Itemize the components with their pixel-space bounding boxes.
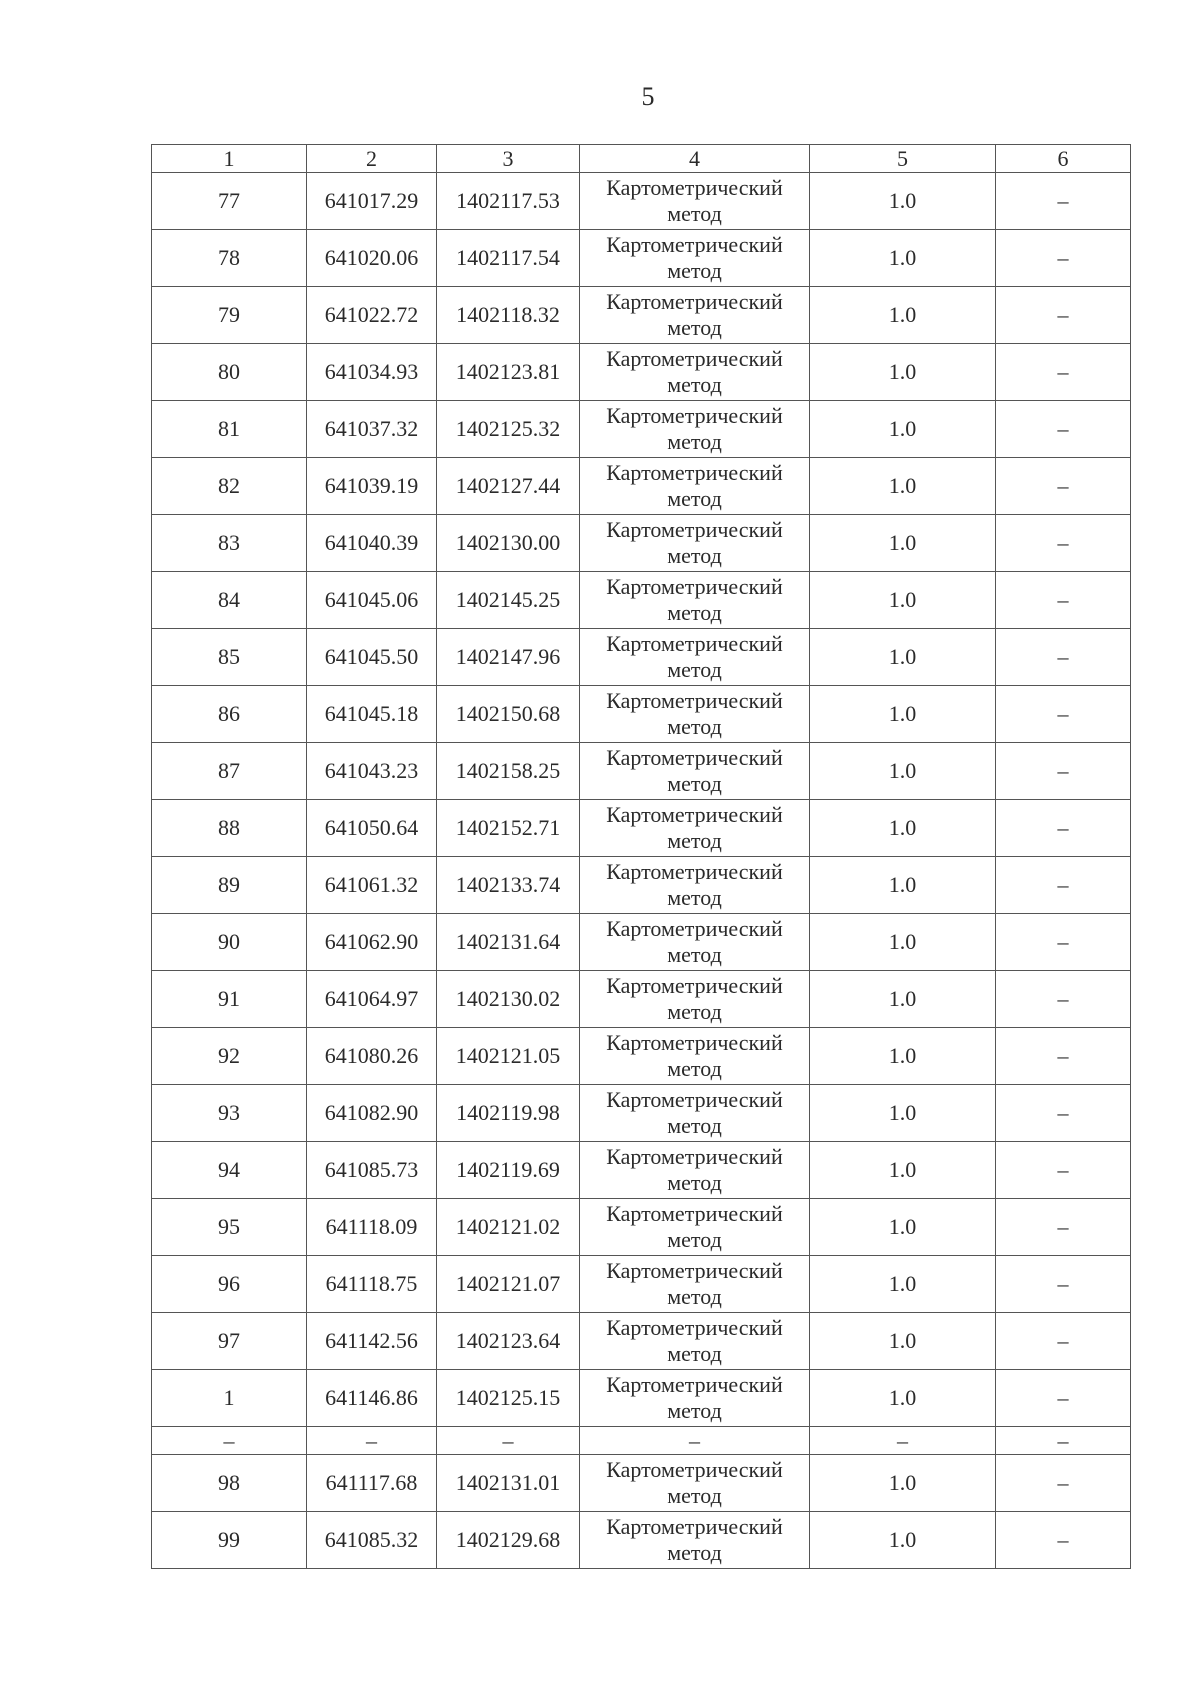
separator-row: [152, 1427, 1131, 1455]
method-line: Картометрический: [606, 1144, 783, 1169]
table-row: [152, 800, 1131, 857]
note-cell: –: [996, 458, 1131, 515]
y-coordinate-cell: 1402130.00: [437, 515, 580, 572]
note-cell: –: [996, 401, 1131, 458]
method-line: Картометрический: [606, 460, 783, 485]
method-cell: [580, 914, 810, 971]
coordinates-table: [151, 144, 1131, 1569]
note-cell: –: [996, 173, 1131, 230]
y-coordinate-cell: 1402152.71: [437, 800, 580, 857]
y-coordinate-cell: 1402125.32: [437, 401, 580, 458]
accuracy-cell: 1.0: [810, 401, 996, 458]
method-line: Картометрический: [606, 175, 783, 200]
accuracy-cell: 1.0: [810, 686, 996, 743]
method-line: метод: [667, 828, 722, 853]
x-coordinate-cell: 641050.64: [307, 800, 437, 857]
method-cell: [580, 173, 810, 230]
accuracy-cell: 1.0: [810, 1028, 996, 1085]
y-coordinate-cell: 1402118.32: [437, 287, 580, 344]
y-coordinate-cell: 1402121.02: [437, 1199, 580, 1256]
note-cell: –: [996, 572, 1131, 629]
accuracy-cell: 1.0: [810, 1370, 996, 1427]
method-cell: [580, 1085, 810, 1142]
accuracy-cell: 1.0: [810, 1085, 996, 1142]
method-line: Картометрический: [606, 1372, 783, 1397]
accuracy-cell: 1.0: [810, 857, 996, 914]
y-coordinate-cell: 1402119.98: [437, 1085, 580, 1142]
table-row: [152, 230, 1131, 287]
note-cell: –: [996, 1142, 1131, 1199]
method-line: Картометрический: [606, 916, 783, 941]
note-cell: –: [996, 743, 1131, 800]
header-cell: 1: [152, 145, 307, 173]
table-row: [152, 743, 1131, 800]
point-number-cell: 89: [152, 857, 307, 914]
table-row: [152, 971, 1131, 1028]
method-cell: [580, 401, 810, 458]
x-coordinate-cell: –: [307, 1427, 437, 1455]
method-line: Картометрический: [606, 517, 783, 542]
note-cell: –: [996, 1313, 1131, 1370]
table-row: [152, 1512, 1131, 1569]
method-line: Картометрический: [606, 745, 783, 770]
accuracy-cell: 1.0: [810, 629, 996, 686]
accuracy-cell: 1.0: [810, 515, 996, 572]
x-coordinate-cell: 641085.32: [307, 1512, 437, 1569]
method-cell: [580, 1313, 810, 1370]
method-line: Картометрический: [606, 1201, 783, 1226]
method-cell: [580, 971, 810, 1028]
accuracy-cell: –: [810, 1427, 996, 1455]
method-cell: [580, 1142, 810, 1199]
accuracy-cell: 1.0: [810, 1142, 996, 1199]
method-line: метод: [667, 999, 722, 1024]
point-number-cell: 92: [152, 1028, 307, 1085]
point-number-cell: 86: [152, 686, 307, 743]
table-row: [152, 1142, 1131, 1199]
method-line: метод: [667, 1227, 722, 1252]
y-coordinate-cell: 1402121.07: [437, 1256, 580, 1313]
note-cell: –: [996, 1256, 1131, 1313]
y-coordinate-cell: 1402117.53: [437, 173, 580, 230]
x-coordinate-cell: 641045.50: [307, 629, 437, 686]
method-line: Картометрический: [606, 1514, 783, 1539]
method-line: метод: [667, 1056, 722, 1081]
point-number-cell: 80: [152, 344, 307, 401]
y-coordinate-cell: 1402150.68: [437, 686, 580, 743]
page-number: 5: [641, 82, 655, 111]
y-coordinate-cell: 1402123.64: [437, 1313, 580, 1370]
x-coordinate-cell: 641040.39: [307, 515, 437, 572]
point-number-cell: 94: [152, 1142, 307, 1199]
table-row: [152, 1313, 1131, 1370]
point-number-cell: 96: [152, 1256, 307, 1313]
method-line: Картометрический: [606, 346, 783, 371]
note-cell: –: [996, 1427, 1131, 1455]
table-row: [152, 572, 1131, 629]
method-cell: [580, 743, 810, 800]
y-coordinate-cell: 1402147.96: [437, 629, 580, 686]
y-coordinate-cell: –: [437, 1427, 580, 1455]
note-cell: –: [996, 857, 1131, 914]
accuracy-cell: 1.0: [810, 458, 996, 515]
method-cell: [580, 515, 810, 572]
table-row: [152, 1370, 1131, 1427]
point-number-cell: –: [152, 1427, 307, 1455]
accuracy-cell: 1.0: [810, 914, 996, 971]
accuracy-cell: 1.0: [810, 1455, 996, 1512]
method-line: метод: [667, 429, 722, 454]
x-coordinate-cell: 641045.06: [307, 572, 437, 629]
method-line: Картометрический: [606, 1258, 783, 1283]
method-line: метод: [667, 486, 722, 511]
accuracy-cell: 1.0: [810, 1512, 996, 1569]
point-number-cell: 83: [152, 515, 307, 572]
note-cell: –: [996, 1512, 1131, 1569]
y-coordinate-cell: 1402158.25: [437, 743, 580, 800]
note-cell: –: [996, 1085, 1131, 1142]
method-line: Картометрический: [606, 631, 783, 656]
y-coordinate-cell: 1402131.64: [437, 914, 580, 971]
y-coordinate-cell: 1402131.01: [437, 1455, 580, 1512]
note-cell: –: [996, 344, 1131, 401]
method-line: Картометрический: [606, 1457, 783, 1482]
accuracy-cell: 1.0: [810, 572, 996, 629]
accuracy-cell: 1.0: [810, 230, 996, 287]
x-coordinate-cell: 641037.32: [307, 401, 437, 458]
method-cell: [580, 230, 810, 287]
method-cell: [580, 458, 810, 515]
point-number-cell: 1: [152, 1370, 307, 1427]
method-cell: [580, 344, 810, 401]
accuracy-cell: 1.0: [810, 743, 996, 800]
accuracy-cell: 1.0: [810, 1256, 996, 1313]
x-coordinate-cell: 641064.97: [307, 971, 437, 1028]
note-cell: –: [996, 515, 1131, 572]
table-row: [152, 287, 1131, 344]
method-cell: [580, 572, 810, 629]
note-cell: –: [996, 971, 1131, 1028]
method-line: метод: [667, 885, 722, 910]
point-number-cell: 78: [152, 230, 307, 287]
method-line: метод: [667, 600, 722, 625]
x-coordinate-cell: 641062.90: [307, 914, 437, 971]
method-line: Картометрический: [606, 574, 783, 599]
method-line: метод: [667, 1284, 722, 1309]
accuracy-cell: 1.0: [810, 1313, 996, 1370]
method-cell: [580, 1199, 810, 1256]
point-number-cell: 88: [152, 800, 307, 857]
method-line: метод: [667, 258, 722, 283]
point-number-cell: 81: [152, 401, 307, 458]
method-cell: [580, 1427, 810, 1455]
note-cell: –: [996, 1455, 1131, 1512]
table-row: [152, 458, 1131, 515]
x-coordinate-cell: 641061.32: [307, 857, 437, 914]
table-row: [152, 1028, 1131, 1085]
note-cell: –: [996, 287, 1131, 344]
x-coordinate-cell: 641142.56: [307, 1313, 437, 1370]
table-row: [152, 1085, 1131, 1142]
table-row: [152, 629, 1131, 686]
method-line: Картометрический: [606, 403, 783, 428]
y-coordinate-cell: 1402133.74: [437, 857, 580, 914]
point-number-cell: 98: [152, 1455, 307, 1512]
method-cell: [580, 287, 810, 344]
point-number-cell: 77: [152, 173, 307, 230]
point-number-cell: 99: [152, 1512, 307, 1569]
point-number-cell: 84: [152, 572, 307, 629]
method-cell: [580, 629, 810, 686]
table-row: [152, 1199, 1131, 1256]
table-row: [152, 857, 1131, 914]
x-coordinate-cell: 641034.93: [307, 344, 437, 401]
point-number-cell: 95: [152, 1199, 307, 1256]
accuracy-cell: 1.0: [810, 344, 996, 401]
x-coordinate-cell: 641146.86: [307, 1370, 437, 1427]
method-line: метод: [667, 1113, 722, 1138]
point-number-cell: 97: [152, 1313, 307, 1370]
y-coordinate-cell: 1402127.44: [437, 458, 580, 515]
y-coordinate-cell: 1402119.69: [437, 1142, 580, 1199]
method-line: метод: [667, 942, 722, 967]
table-row: [152, 1455, 1131, 1512]
point-number-cell: 79: [152, 287, 307, 344]
method-line: метод: [667, 714, 722, 739]
header-cell: 4: [580, 145, 810, 173]
table-row: [152, 401, 1131, 458]
y-coordinate-cell: 1402129.68: [437, 1512, 580, 1569]
x-coordinate-cell: 641118.09: [307, 1199, 437, 1256]
method-line: метод: [667, 543, 722, 568]
accuracy-cell: 1.0: [810, 287, 996, 344]
y-coordinate-cell: 1402145.25: [437, 572, 580, 629]
method-cell: [580, 1028, 810, 1085]
point-number-cell: 87: [152, 743, 307, 800]
table-row: [152, 686, 1131, 743]
header-cell: 2: [307, 145, 437, 173]
y-coordinate-cell: 1402117.54: [437, 230, 580, 287]
method-cell: [580, 1512, 810, 1569]
accuracy-cell: 1.0: [810, 173, 996, 230]
method-line: метод: [667, 1540, 722, 1565]
method-line: –: [689, 1427, 700, 1453]
method-cell: [580, 800, 810, 857]
method-cell: [580, 1455, 810, 1512]
method-line: Картометрический: [606, 1087, 783, 1112]
table-row: [152, 914, 1131, 971]
accuracy-cell: 1.0: [810, 800, 996, 857]
x-coordinate-cell: 641080.26: [307, 1028, 437, 1085]
method-cell: [580, 1370, 810, 1427]
note-cell: –: [996, 629, 1131, 686]
x-coordinate-cell: 641039.19: [307, 458, 437, 515]
method-line: метод: [667, 657, 722, 682]
y-coordinate-cell: 1402130.02: [437, 971, 580, 1028]
note-cell: –: [996, 914, 1131, 971]
method-cell: [580, 686, 810, 743]
method-line: Картометрический: [606, 859, 783, 884]
accuracy-cell: 1.0: [810, 1199, 996, 1256]
note-cell: –: [996, 800, 1131, 857]
method-line: метод: [667, 372, 722, 397]
point-number-cell: 91: [152, 971, 307, 1028]
header-cell: 6: [996, 145, 1131, 173]
note-cell: –: [996, 686, 1131, 743]
x-coordinate-cell: 641085.73: [307, 1142, 437, 1199]
y-coordinate-cell: 1402123.81: [437, 344, 580, 401]
x-coordinate-cell: 641118.75: [307, 1256, 437, 1313]
header-cell: 3: [437, 145, 580, 173]
method-line: метод: [667, 1170, 722, 1195]
method-line: Картометрический: [606, 802, 783, 827]
method-line: Картометрический: [606, 1030, 783, 1055]
x-coordinate-cell: 641045.18: [307, 686, 437, 743]
point-number-cell: 82: [152, 458, 307, 515]
note-cell: –: [996, 1199, 1131, 1256]
method-line: метод: [667, 315, 722, 340]
point-number-cell: 85: [152, 629, 307, 686]
table-row: [152, 344, 1131, 401]
x-coordinate-cell: 641043.23: [307, 743, 437, 800]
y-coordinate-cell: 1402125.15: [437, 1370, 580, 1427]
note-cell: –: [996, 1370, 1131, 1427]
method-cell: [580, 857, 810, 914]
note-cell: –: [996, 230, 1131, 287]
x-coordinate-cell: 641020.06: [307, 230, 437, 287]
method-line: метод: [667, 1341, 722, 1366]
note-cell: –: [996, 1028, 1131, 1085]
method-line: Картометрический: [606, 688, 783, 713]
table-row: [152, 515, 1131, 572]
point-number-cell: 93: [152, 1085, 307, 1142]
method-line: метод: [667, 771, 722, 796]
method-line: метод: [667, 1398, 722, 1423]
y-coordinate-cell: 1402121.05: [437, 1028, 580, 1085]
method-line: метод: [667, 201, 722, 226]
method-line: Картометрический: [606, 1315, 783, 1340]
table-row: [152, 1256, 1131, 1313]
method-line: метод: [667, 1483, 722, 1508]
header-cell: 5: [810, 145, 996, 173]
x-coordinate-cell: 641017.29: [307, 173, 437, 230]
table-row: [152, 173, 1131, 230]
point-number-cell: 90: [152, 914, 307, 971]
method-line: Картометрический: [606, 289, 783, 314]
x-coordinate-cell: 641082.90: [307, 1085, 437, 1142]
x-coordinate-cell: 641022.72: [307, 287, 437, 344]
x-coordinate-cell: 641117.68: [307, 1455, 437, 1512]
method-line: Картометрический: [606, 973, 783, 998]
method-cell: [580, 1256, 810, 1313]
method-line: Картометрический: [606, 232, 783, 257]
accuracy-cell: 1.0: [810, 971, 996, 1028]
header-row: [152, 145, 1131, 173]
